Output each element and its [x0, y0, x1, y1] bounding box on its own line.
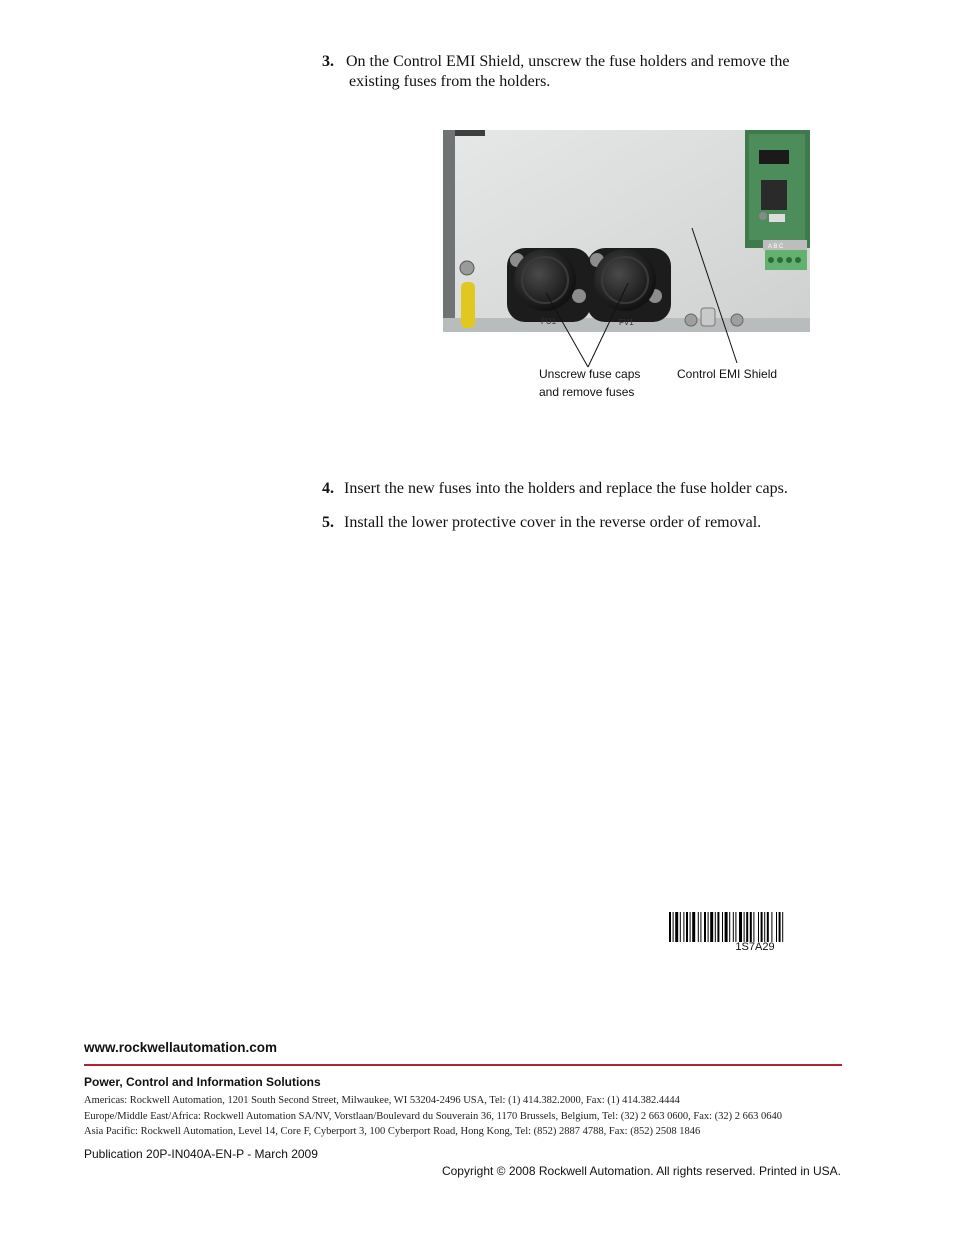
barcode-bar — [673, 912, 674, 942]
barcode-bar — [715, 912, 716, 942]
barcode-bar — [739, 912, 742, 942]
barcode — [669, 912, 841, 942]
barcode-bar — [692, 912, 695, 942]
callout-fuses — [539, 365, 640, 401]
step-5 — [322, 513, 882, 533]
barcode-bar — [782, 912, 783, 942]
callout-fuses-line2: and remove fuses — [539, 385, 635, 399]
step-3-number: 3. — [322, 53, 334, 70]
callout-shield: Control EMI Shield — [677, 367, 778, 381]
barcode-bar — [698, 912, 699, 942]
barcode-bar — [744, 912, 745, 942]
barcode-bar — [753, 912, 754, 942]
barcode-bar — [758, 912, 759, 942]
barcode-bar — [779, 912, 781, 942]
step-3-text-line1: On the Control EMI Shield, unscrew the fuse holders and remove the — [346, 53, 790, 70]
step-3-text-line2: existing fuses from the holders. — [349, 73, 551, 90]
leader-line-fuse-2 — [588, 283, 628, 367]
step-5-number: 5. — [322, 514, 334, 531]
footer-publication: Publication 20P-IN040A-EN-P - March 2009 — [84, 1147, 318, 1161]
barcode-bar — [761, 912, 763, 942]
callout-fuses-line1: Unscrew fuse caps — [539, 367, 641, 381]
footer-addresses — [84, 1093, 854, 1140]
barcode-bar — [690, 912, 691, 942]
barcode-bar — [700, 912, 701, 942]
footer-website: www.rockwellautomation.com — [84, 1040, 278, 1055]
footer-rule — [84, 1064, 842, 1066]
step-4-number: 4. — [322, 480, 334, 497]
barcode-bar — [735, 912, 736, 942]
step-5-text: Install the lower protective cover in the reverse order of removal. — [344, 514, 762, 531]
step-4-text: Insert the new fuses into the holders and replace the fuse holder caps. — [344, 480, 788, 497]
barcode-bar — [708, 912, 709, 942]
connector-labels: A B C — [768, 244, 784, 250]
footer-address-americas: Americas: Rockwell Automation, 1201 South Second Street, Milwaukee, WI 53204-2496 USA, Tel: (1) 414.382.2000, Fax: (1) 414.382.4444 — [84, 1095, 680, 1106]
barcode-bar — [683, 912, 684, 942]
fuse-label-fv1: FV1 — [619, 318, 634, 327]
barcode-bar — [750, 912, 752, 942]
barcode-bar — [764, 912, 765, 942]
leader-line-fuse-1 — [546, 293, 588, 367]
barcode-bar — [725, 912, 728, 942]
barcode-bar — [771, 912, 772, 942]
barcode-bar — [746, 912, 748, 942]
barcode-bar — [717, 912, 719, 942]
step-4 — [322, 479, 882, 499]
footer-tagline: Power, Control and Information Solutions — [84, 1075, 321, 1089]
barcode-bar — [680, 912, 681, 942]
barcode-bar — [675, 912, 678, 942]
leader-line-shield — [692, 228, 737, 363]
barcode-bar — [733, 912, 734, 942]
barcode-bar — [767, 912, 769, 942]
footer-address-asia: Asia Pacific: Rockwell Automation, Level 14, Core F, Cyberport 3, 100 Cyberport Road, Hong Kong, Tel: (852) 2887 4788, Fax: (852) 2508 1846 — [84, 1126, 701, 1137]
barcode-bar — [704, 912, 706, 942]
barcode-bar — [710, 912, 713, 942]
footer-address-europe: Europe/Middle East/Africa: Rockwell Automation SA/NV, Vorstlaan/Boulevard du Souverain 36, 1170 Brussels, Belgium, Tel: (32) 2 663 0600, Fax: (32) 2 663 0640 — [84, 1110, 783, 1122]
barcode-bar — [729, 912, 730, 942]
barcode-bar — [669, 912, 671, 942]
callout-leaders — [0, 0, 954, 420]
footer-copyright: Copyright © 2008 Rockwell Automation. All rights reserved. Printed in USA. — [441, 1164, 841, 1178]
barcode-bar — [686, 912, 688, 942]
barcode-code: 1S7A29 — [735, 941, 775, 953]
barcode-bar — [776, 912, 777, 942]
fuse-label-fu1: FU1 — [541, 317, 557, 326]
barcode-bar — [722, 912, 723, 942]
